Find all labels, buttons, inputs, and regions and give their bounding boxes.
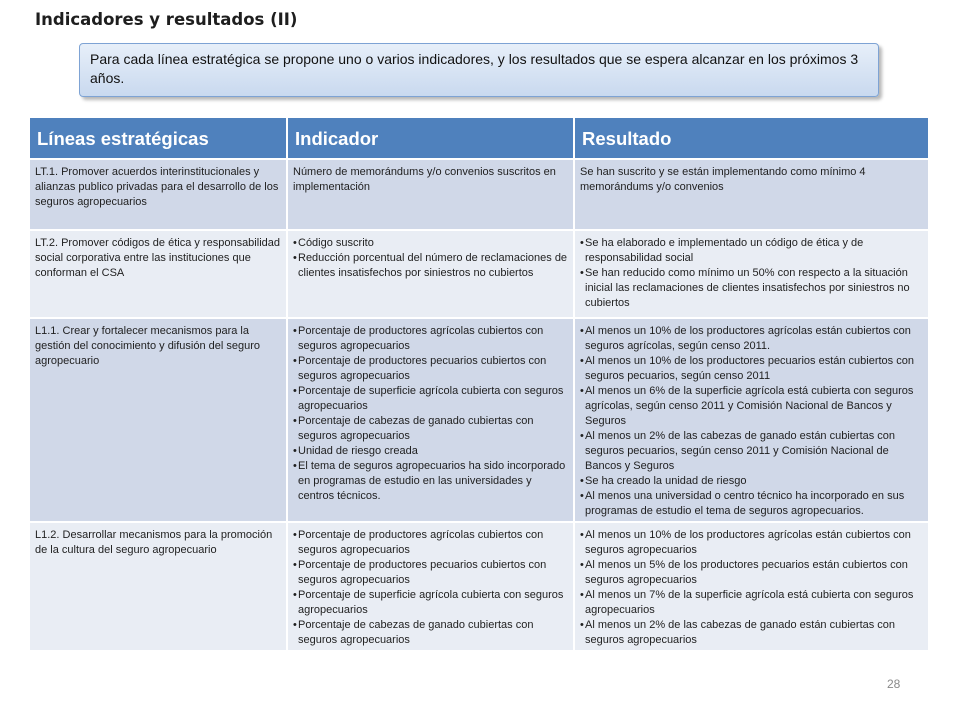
list-item: • Al menos una universidad o centro técnico ha incorporado en sus programas de estudio el tema de seguros agropecuarios.: [580, 489, 923, 519]
header-lineas: Líneas estratégicas: [29, 117, 287, 159]
indicador-text: Número de memorándums y/o convenios suscritos en implementación: [293, 166, 556, 193]
indicador-list: [293, 236, 568, 281]
list-item: • Porcentaje de cabezas de ganado cubiertas con seguros agropecuarios: [293, 618, 568, 648]
list-item: • Porcentaje de productores pecuarios cubiertos con seguros agropecuarios: [293, 558, 568, 588]
list-item: • El tema de seguros agropecuarios ha sido incorporado en programas de estudio en las universidades y centros técnicos.: [293, 459, 568, 504]
resultado-cell: [574, 230, 929, 318]
indicador-cell: [287, 159, 574, 230]
list-item: • Al menos un 5% de los productores pecuarios están cubiertos con seguros agropecuarios: [580, 558, 923, 588]
table-row: [29, 522, 929, 651]
slide-title: Indicadores y resultados (II): [35, 10, 298, 29]
table-row: [29, 318, 929, 522]
indicators-table: [28, 116, 930, 652]
list-item: • Al menos un 7% de la superficie agrícola está cubierta con seguros agropecuarios: [580, 588, 923, 618]
table-header-row: [29, 117, 929, 159]
indicador-list: [293, 324, 568, 504]
list-item: • Se ha creado la unidad de riesgo: [580, 474, 923, 489]
list-item: • Se han reducido como mínimo un 50% con respecto a la situación inicial las reclamaciones de clientes insatisfechos por siniestros no cubiertos: [580, 266, 923, 311]
list-item: • Al menos un 2% de las cabezas de ganado están cubiertas con seguros pecuarios, según censo 2011 y Comisión Nacional de Bancos y Seguros: [580, 429, 923, 474]
list-item: • Porcentaje de productores agrícolas cubiertos con seguros agropecuarios: [293, 324, 568, 354]
list-item: • Porcentaje de productores agrícolas cubiertos con seguros agropecuarios: [293, 528, 568, 558]
resultado-cell: [574, 159, 929, 230]
indicador-cell: [287, 230, 574, 318]
list-item: • Porcentaje de superficie agrícola cubierta con seguros agropecuarios: [293, 384, 568, 414]
list-item: • Reducción porcentual del número de reclamaciones de clientes insatisfechos por siniestros no cubiertos: [293, 251, 568, 281]
list-item: • Al menos un 10% de los productores agrícolas están cubiertos con seguros agrícolas, según censo 2011.: [580, 324, 923, 354]
resultado-cell: [574, 522, 929, 651]
page-number: 28: [887, 677, 901, 691]
list-item: • Al menos un 6% de la superficie agrícola está cubierta con seguros agrícolas, según censo 2011 y Comisión Nacional de Bancos y Seguros: [580, 384, 923, 429]
header-indicador: Indicador: [287, 117, 574, 159]
list-item: • Unidad de riesgo creada: [293, 444, 568, 459]
intro-callout: Para cada línea estratégica se propone uno o varios indicadores, y los resultados que se espera alcanzar en los próximos 3 años.: [79, 43, 879, 97]
table-row: [29, 159, 929, 230]
list-item: • Porcentaje de productores pecuarios cubiertos con seguros agropecuarios: [293, 354, 568, 384]
list-item: • Al menos un 10% de los productores pecuarios están cubiertos con seguros pecuarios, según censo 2011: [580, 354, 923, 384]
resultado-text: Se han suscrito y se están implementando como mínimo 4 memorándums y/o convenios: [580, 166, 866, 193]
indicador-cell: [287, 522, 574, 651]
indicador-list: [293, 528, 568, 648]
linea-cell: L1.2. Desarrollar mecanismos para la promoción de la cultura del seguro agropecuario: [29, 522, 287, 651]
resultado-list: [580, 324, 923, 519]
table-row: [29, 230, 929, 318]
linea-cell: L1.1. Crear y fortalecer mecanismos para la gestión del conocimiento y difusión del seguro agropecuario: [29, 318, 287, 522]
list-item: • Porcentaje de superficie agrícola cubierta con seguros agropecuarios: [293, 588, 568, 618]
list-item: • Al menos un 10% de los productores agrícolas están cubiertos con seguros agropecuarios: [580, 528, 923, 558]
list-item: • Código suscrito: [293, 236, 568, 251]
resultado-list: [580, 236, 923, 311]
linea-cell: LT.2. Promover códigos de ética y responsabilidad social corporativa entre las instituciones que conforman el CSA: [29, 230, 287, 318]
indicador-cell: [287, 318, 574, 522]
list-item: • Al menos un 2% de las cabezas de ganado están cubiertas con seguros agropecuarios: [580, 618, 923, 648]
header-resultado: Resultado: [574, 117, 929, 159]
list-item: • Porcentaje de cabezas de ganado cubiertas con seguros agropecuarios: [293, 414, 568, 444]
list-item: • Se ha elaborado e implementado un código de ética y de responsabilidad social: [580, 236, 923, 266]
resultado-cell: [574, 318, 929, 522]
linea-cell: LT.1. Promover acuerdos interinstitucionales y alianzas publico privadas para el desarrollo de los seguros agropecuarios: [29, 159, 287, 230]
resultado-list: [580, 528, 923, 648]
